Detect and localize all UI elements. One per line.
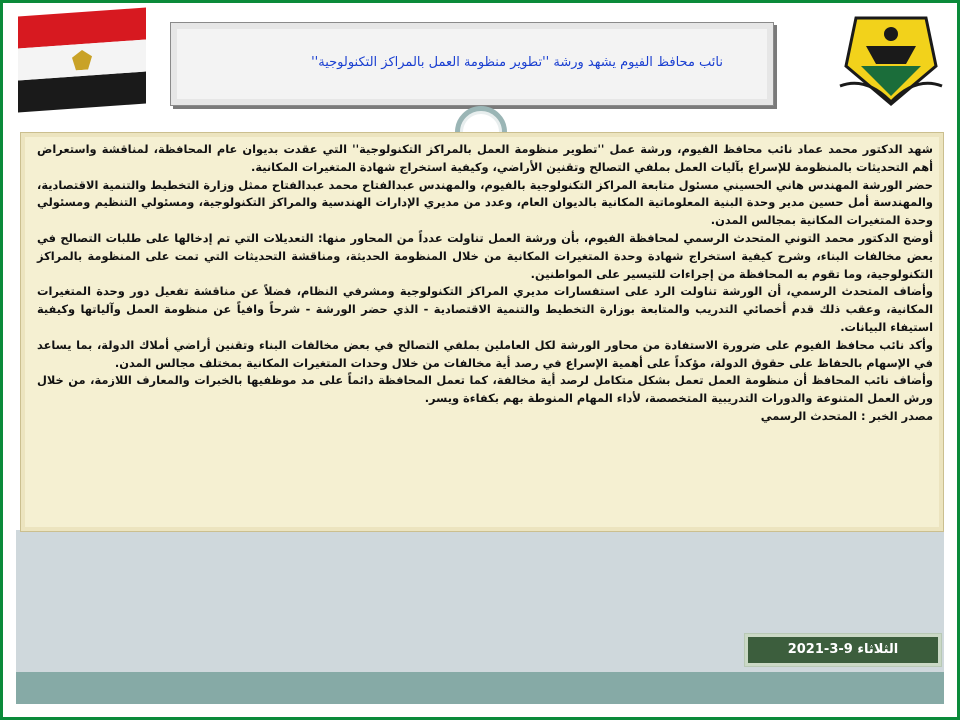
article-paragraph: أوضح الدكتور محمد التوني المتحدث الرسمي لمحافظة الفيوم، بأن ورشة العمل تناولت عدداً من المحاور منها: التعديلات التي تم إدخالها على طلبات التصالح في بعض مخالفات البناء، وشرح كيفية استخراج شهادة وحدة المتغيرات المكانية من خلال المنظومة الحديثة، ومناقشة التحديثات التي تمت على المنظومة بالمراكز التكنولوجية، وما تقوم به المحافظة من إجراءات للتيسير على المواطنين. <box>37 230 933 281</box>
eagle-emblem-icon <box>72 49 92 70</box>
article-body <box>37 141 933 426</box>
article-paragraph: وأضاف نائب المحافظ أن منظومة العمل تعمل بشكل متكامل لرصد أية مخالفة، كما تعمل المحافظة دائماً على مد موظفيها بالخبرات والمعارف اللازمة، من خلال ورش العمل المتنوعة والدورات التدريبية المتخصصة، لأداء المهام المنوطة بهم بكفاءة ويسر. <box>37 373 933 406</box>
article-panel <box>20 132 944 532</box>
article-paragraph: وأكد نائب محافظ الفيوم على ضرورة الاستفادة من محاور الورشة لكل العاملين بملفي التصالح في بعض مخالفات البناء وتقنين أراضي أملاك الدولة، بما يساعد في الإسهام بالحفاظ على حقوق الدولة، مؤكداً على أهمية الإسراع في رصد أية مخالفات من خلال وحدات المتغيرات المكانية بمختلف مجالس المدن. <box>37 337 933 370</box>
footer-strip <box>16 672 944 704</box>
headline-box <box>170 22 774 106</box>
article-paragraph: شهد الدكتور محمد عماد نائب محافظ الفيوم، ورشة عمل ''تطوير منظومة العمل بالمراكز التكنولوجية'' التي عقدت بديوان عام المحافظة، لمناقشة واستعراض أهم التحديثات بالمنظومة للإسراع بآليات العمل بملفي التصالح وتقنين الأراضي، وكيفية استخراج شهادة المتغيرات المكانية. <box>37 142 933 174</box>
article-paragraph: حضر الورشة المهندس هاني الحسيني مسئول متابعة المراكز التكنولوجية بالفيوم، والمهندس عبدالفتاح محمد عبدالفتاح ممثل وزارة التخطيط والتنمية الاقتصادية، والمهندسة أمل حسين مدير وحدة البنية المعلوماتية المكانية بالديوان العام، وعدد من مديري الإدارات الهندسية والمراكز التكنولوجية، ومسئولي التنظيم ومسئولي وحدة المتغيرات المكانية بمجالس المدن. <box>37 177 933 228</box>
article-paragraph: وأضاف المتحدث الرسمي، أن الورشة تناولت الرد على استفسارات مديري المراكز التكنولوجية ومشرفي النظام، فضلاً عن مناقشة تفعيل دور وحدة المتغيرات المكانية، وعقب ذلك قدم أخصائي التدريب والمتابعة بوزارة التخطيط والتنمية الاقتصادية - الذي حضر الورشة - شرحاً وافياً عن منظومة العمل وآلياتها وكيفية استيفاء البيانات. <box>37 284 933 334</box>
egypt-flag-icon <box>18 8 146 113</box>
publish-date: الثلاثاء 9-3-2021 <box>787 642 899 657</box>
date-badge <box>744 633 942 667</box>
fayoum-governorate-logo-icon <box>836 6 946 110</box>
news-source: مصدر الخبر : المتحدث الرسمي <box>760 408 933 423</box>
page-title: نائب محافظ الفيوم يشهد ورشة ''تطوير منظومة العمل بالمراكز التكنولوجية'' <box>311 55 723 70</box>
